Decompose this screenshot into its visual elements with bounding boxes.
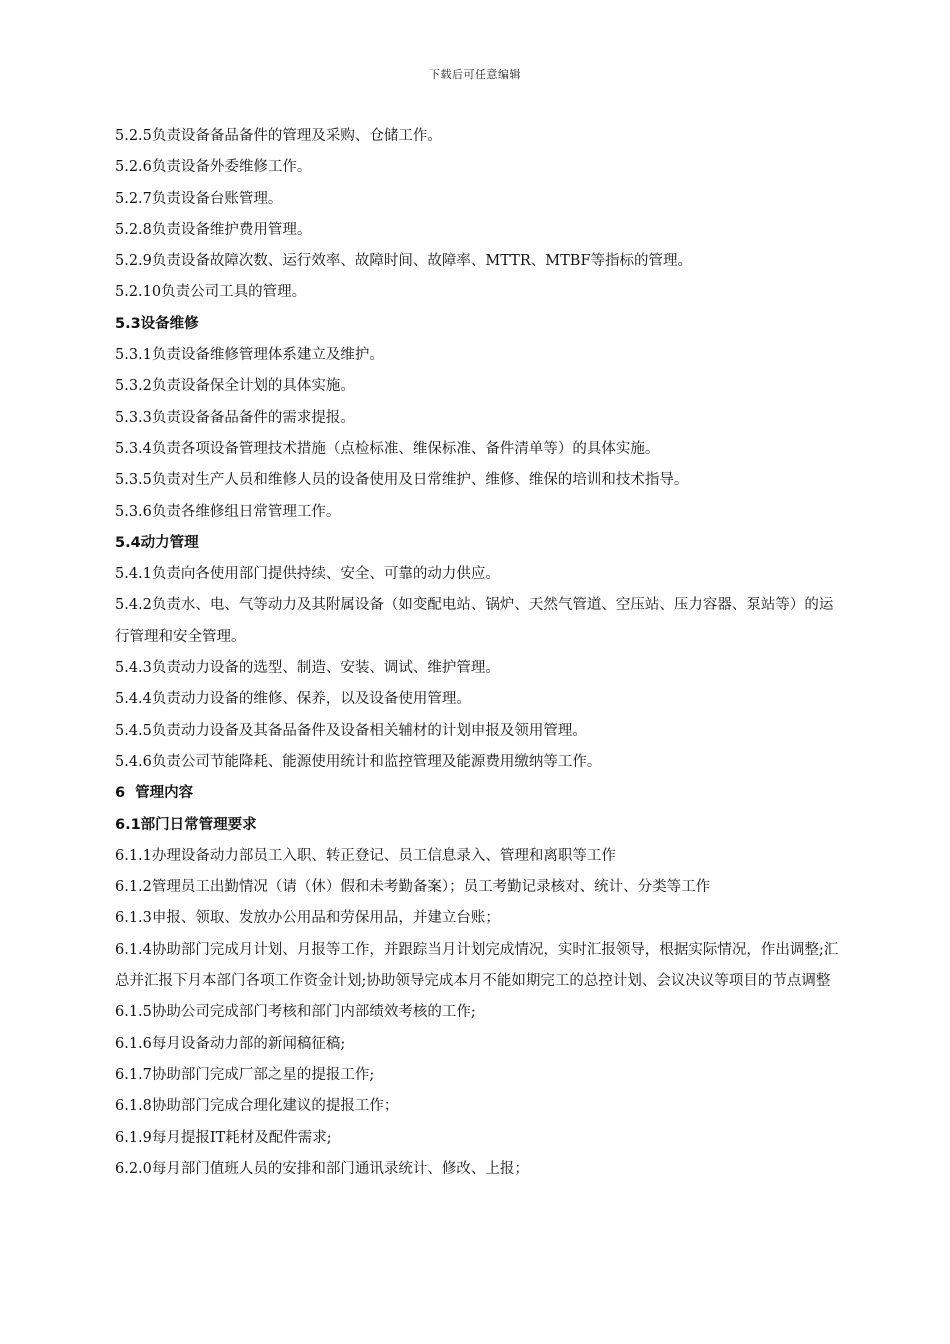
list-item: 5.3.5负责对生产人员和维修人员的设备使用及日常维护、维修、维保的培训和技术指导。 [115, 472, 689, 489]
list-item: 5.4.1负责向各使用部门提供持续、安全、可靠的动力供应。 [115, 566, 500, 583]
list-item: 5.4.3负责动力设备的选型、制造、安装、调试、维护管理。 [115, 660, 500, 677]
section-heading: 5.3设备维修 [115, 315, 199, 332]
list-item: 5.2.9负责设备故障次数、运行效率、故障时间、故障率、MTTR、MTBF等指标的管理。 [115, 253, 693, 270]
list-item: 6.1.4协助部门完成月计划、月报等工作，并跟踪当月计划完成情况，实时汇报领导，根据实际情况，作出调整;汇总并汇报下月本部门各项工作资金计划;协助领导完成本月不能如期完工的总控计划、会议决议等项目的节点调整 [115, 941, 839, 990]
page-header: 下载后可任意编辑 [429, 68, 521, 81]
list-item: 5.2.5负责设备备品备件的管理及采购、仓储工作。 [115, 128, 442, 144]
chapter-heading: 6 管理内容 [115, 785, 194, 802]
list-item: 6.1.7协助部门完成厂部之星的提报工作; [115, 1066, 375, 1083]
section-heading: 5.4动力管理 [115, 534, 199, 551]
list-item: 5.2.6负责设备外委维修工作。 [115, 159, 312, 176]
list-item: 5.4.5负责动力设备及其备品备件及设备相关辅材的计划申报及领用管理。 [115, 722, 587, 739]
list-item: 6.1.8协助部门完成合理化建议的提报工作； [115, 1098, 399, 1115]
list-item: 5.3.1负责设备维修管理体系建立及维护。 [115, 347, 384, 364]
list-item: 5.2.10负责公司工具的管理。 [115, 284, 307, 301]
list-item: 6.1.5协助公司完成部门考核和部门内部绩效考核的工作; [115, 1004, 476, 1021]
list-item: 6.1.2管理员工出勤情况（请（休）假和未考勤备案）；员工考勤记录核对、统计、分类等工作 [115, 879, 711, 896]
list-item: 5.3.3负责设备备品备件的需求提报。 [115, 409, 355, 426]
list-item: 5.3.6负责各维修组日常管理工作。 [115, 503, 341, 520]
list-item: 5.3.2负责设备保全计划的具体实施。 [115, 378, 355, 395]
list-item: 6.1.1办理设备动力部员工入职、转正登记、员工信息录入、管理和离职等工作 [115, 847, 616, 864]
document-body [115, 121, 840, 1185]
list-item: 5.4.6负责公司节能降耗、能源使用统计和监控管理及能源费用缴纳等工作。 [115, 753, 602, 770]
list-item: 6.2.0每月部门值班人员的安排和部门通讯录统计、修改、上报； [115, 1160, 529, 1177]
list-item: 5.2.8负责设备维护费用管理。 [115, 221, 312, 238]
list-item: 6.1.3申报、领取、发放办公用品和劳保用品，并建立台账； [115, 910, 500, 927]
list-item: 5.2.7负责设备台账管理。 [115, 190, 283, 207]
list-item: 5.4.4负责动力设备的维修、保养，以及设备使用管理。 [115, 691, 471, 708]
list-item: 5.4.2负责水、电、气等动力及其附属设备（如变配电站、锅炉、天然气管道、空压站、压力容器、泵站等）的运行管理和安全管理。 [115, 597, 834, 645]
list-item: 5.3.4负责各项设备管理技术措施（点检标准、维保标准、备件清单等）的具体实施。 [115, 440, 660, 457]
list-item: 6.1.9每月提报IT耗材及配件需求; [115, 1129, 332, 1146]
list-item: 6.1.6每月设备动力部的新闻稿征稿; [115, 1035, 346, 1052]
section-heading: 6.1部门日常管理要求 [115, 816, 257, 833]
